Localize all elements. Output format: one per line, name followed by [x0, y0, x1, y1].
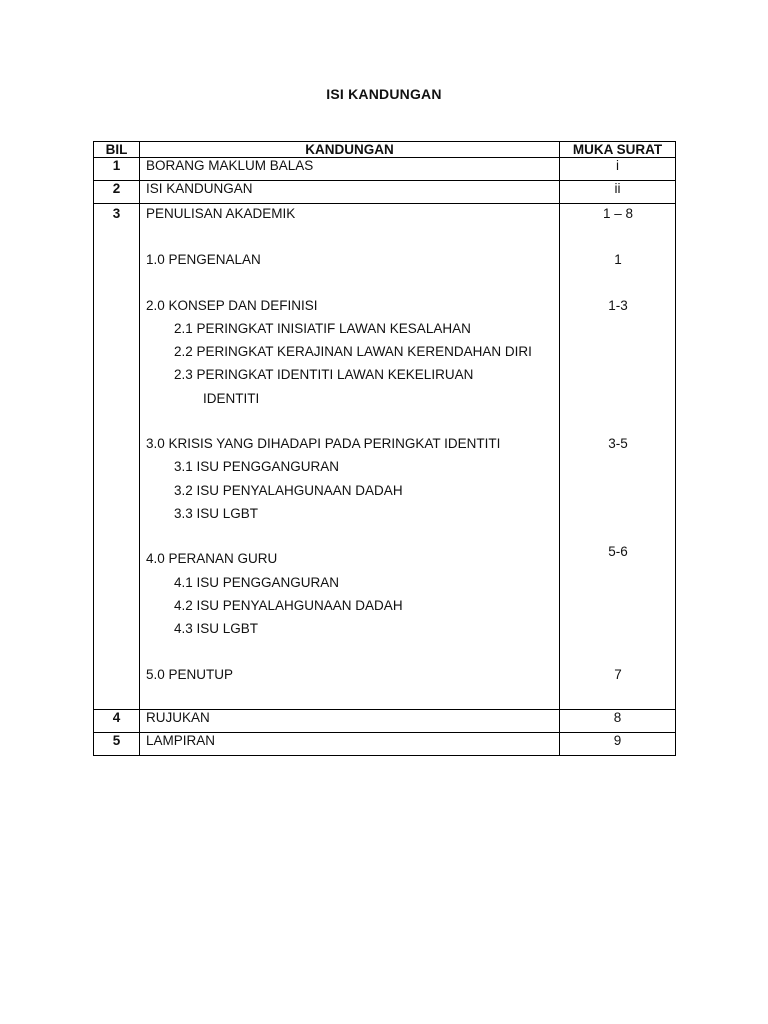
- section-page: 1: [614, 252, 622, 267]
- row-number: 1: [94, 158, 140, 181]
- row-page: 8: [560, 710, 676, 733]
- header-bil: BIL: [94, 142, 140, 158]
- section-heading: 4.0 PERANAN GURU: [146, 551, 278, 566]
- table-row: [94, 733, 676, 756]
- table-row: [94, 181, 676, 204]
- table-row: [94, 158, 676, 181]
- subsection: 3.3 ISU LGBT: [174, 506, 259, 521]
- subsection: 4.2 ISU PENYALAHGUNAAN DADAH: [174, 598, 403, 613]
- section-page: 3-5: [608, 436, 628, 451]
- subsection: 2.3 PERINGKAT IDENTITI LAWAN KEKELIRUAN: [174, 367, 474, 382]
- subsection-continuation: IDENTITI: [203, 391, 260, 406]
- table-row: [94, 204, 676, 710]
- row-number: 5: [94, 733, 140, 756]
- row-content: BORANG MAKLUM BALAS: [140, 158, 560, 181]
- subsection: 2.1 PERINGKAT INISIATIF LAWAN KESALAHAN: [174, 321, 471, 336]
- table-header-row: [94, 142, 676, 158]
- subsection: 4.3 ISU LGBT: [174, 621, 259, 636]
- row-page-block: [560, 204, 676, 710]
- header-muka-surat: MUKA SURAT: [560, 142, 676, 158]
- section-page: 5-6: [608, 544, 628, 559]
- row-content: RUJUKAN: [140, 710, 560, 733]
- section-heading: 2.0 KONSEP DAN DEFINISI: [146, 298, 318, 313]
- row-number: 3: [94, 204, 140, 710]
- table-row: [94, 710, 676, 733]
- row-page: 1 – 8: [602, 206, 634, 221]
- row-number: 4: [94, 710, 140, 733]
- contents-table: [93, 141, 676, 756]
- row-content-block: [140, 204, 560, 710]
- row-content: LAMPIRAN: [140, 733, 560, 756]
- section-page: 7: [614, 667, 622, 682]
- row-page: ii: [560, 181, 676, 204]
- subsection: 3.1 ISU PENGGANGURAN: [174, 459, 340, 474]
- document-title: ISI KANDUNGAN: [326, 86, 442, 102]
- section-heading: 3.0 KRISIS YANG DIHADAPI PADA PERINGKAT IDENTITI: [146, 436, 501, 451]
- section-heading: 1.0 PENGENALAN: [146, 252, 261, 267]
- section-heading: 5.0 PENUTUP: [146, 667, 234, 682]
- row-content: PENULISAN AKADEMIK: [146, 206, 296, 221]
- row-page: i: [560, 158, 676, 181]
- subsection: 3.2 ISU PENYALAHGUNAAN DADAH: [174, 483, 403, 498]
- section-page: 1-3: [608, 298, 628, 313]
- row-content: ISI KANDUNGAN: [140, 181, 560, 204]
- subsection: 2.2 PERINGKAT KERAJINAN LAWAN KERENDAHAN DIRI: [174, 344, 532, 359]
- header-kandungan: KANDUNGAN: [140, 142, 560, 158]
- row-number: 2: [94, 181, 140, 204]
- row-page: 9: [560, 733, 676, 756]
- subsection: 4.1 ISU PENGGANGURAN: [174, 575, 340, 590]
